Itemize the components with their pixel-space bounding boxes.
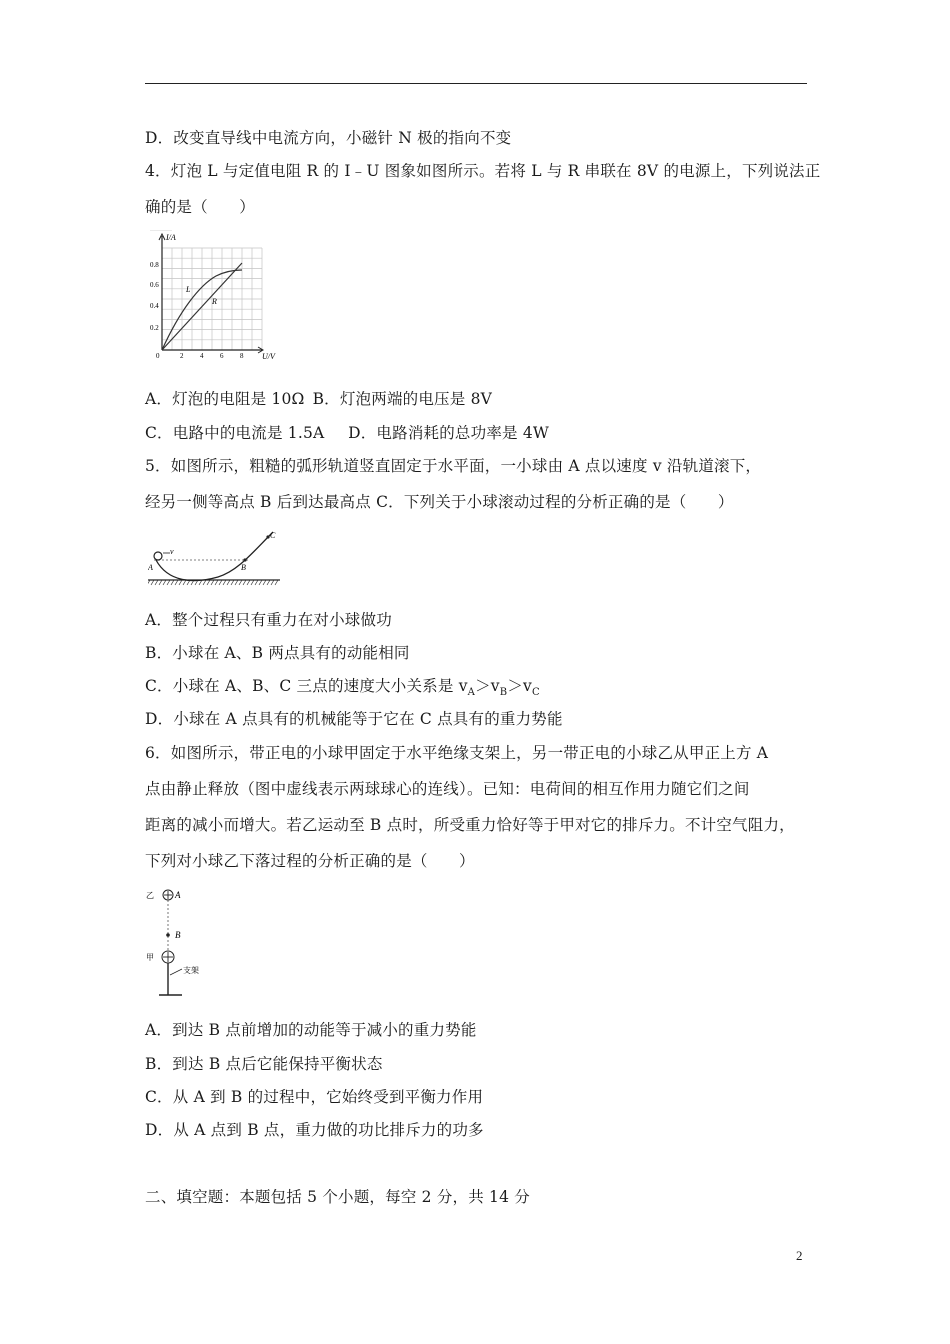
q5-option-a: A．整个过程只有重力在对小球做功 <box>145 611 392 629</box>
y-tick-0.6: 0.6 <box>150 281 159 289</box>
q4-option-a: A．灯泡的电阻是 10Ω <box>145 390 305 408</box>
q5-stem-line1: 5．如图所示，粗糙的弧形轨道竖直固定于水平面，一小球由 A 点以速度 v 沿轨道滚下， <box>145 457 762 475</box>
hatch-mark <box>275 580 278 585</box>
label-jia: 甲 <box>146 953 154 962</box>
hatch-mark <box>155 580 158 585</box>
hatch-mark <box>255 580 258 585</box>
q4-options-ab <box>145 389 492 409</box>
arc-track <box>156 532 273 581</box>
y-tick-0.4: 0.4 <box>150 302 159 310</box>
x-tick-2: 2 <box>180 352 184 360</box>
v-c: v <box>523 677 532 695</box>
q6-stem-line1: 6．如图所示，带正电的小球甲固定于水平绝缘支架上，另一带正电的小球乙从甲正上方 A <box>145 744 769 762</box>
q6-option-d: D．从 A 点到 B 点，重力做的功比排斥力的功多 <box>145 1121 484 1139</box>
hatch-mark <box>211 580 214 585</box>
hatch-mark <box>148 580 150 585</box>
hatch-mark <box>207 580 210 585</box>
header-rule <box>145 83 807 84</box>
iu-graph <box>150 230 290 366</box>
hatch-mark <box>215 580 218 585</box>
q5-option-c <box>145 676 540 703</box>
hatch-mark <box>271 580 274 585</box>
charge-figure <box>146 883 216 1003</box>
hatch-mark <box>251 580 254 585</box>
curve-l-label: L <box>186 285 191 294</box>
gt-1: ＞ <box>475 677 491 695</box>
hatch-mark <box>223 580 226 585</box>
hatch-mark <box>267 580 270 585</box>
hatch-mark <box>175 580 178 585</box>
hatch-mark <box>243 580 246 585</box>
ball <box>154 552 162 560</box>
v-b: v <box>490 677 500 695</box>
q5-option-c-prefix: C．小球在 A、B、C 三点的速度大小关系是 <box>145 677 459 695</box>
hatch-mark <box>179 580 182 585</box>
hatch-mark <box>247 580 250 585</box>
hatch-mark <box>219 580 222 585</box>
hatch-mark <box>227 580 230 585</box>
hatch-mark <box>183 580 186 585</box>
q5-option-b: B．小球在 A、B 两点具有的动能相同 <box>145 644 410 662</box>
q5-stem-line2: 经另一侧等高点 B 后到达最高点 C．下列关于小球滚动过程的分析正确的是（ ） <box>145 493 734 511</box>
label-b: B <box>241 563 246 572</box>
q6-option-b: B．到达 B 点后它能保持平衡状态 <box>145 1055 383 1073</box>
label-stand: 支架 <box>183 966 199 975</box>
track-figure <box>148 522 283 588</box>
x-tick-6: 6 <box>220 352 224 360</box>
line-r-label: R <box>212 297 217 306</box>
label-c: C <box>270 531 276 540</box>
stand-pointer <box>170 969 182 975</box>
v-a: v <box>458 677 468 695</box>
sub-a: A <box>467 687 476 699</box>
ground-hatching <box>148 580 278 585</box>
hatch-mark <box>259 580 262 585</box>
y-tick-0.8: 0.8 <box>150 261 159 269</box>
hatch-mark <box>159 580 162 585</box>
point-b-dot <box>243 558 246 561</box>
q4-stem-line2: 确的是（ ） <box>145 198 255 216</box>
q4-option-d: D．电路消耗的总功率是 4W <box>348 424 550 442</box>
sub-b: B <box>499 687 508 699</box>
point-b-dot <box>166 933 170 937</box>
page-number: 2 <box>796 1248 803 1263</box>
label-a: A <box>148 563 153 572</box>
hatch-mark <box>171 580 174 585</box>
hatch-mark <box>239 580 242 585</box>
hatch-mark <box>231 580 234 585</box>
section2-title: 二、填空题：本题包括 5 个小题，每空 2 分，共 14 分 <box>145 1188 531 1206</box>
x-tick-8: 8 <box>240 352 244 360</box>
q6-stem-line3: 距离的减小而增大。若乙运动至 B 点时，所受重力恰好等于甲对它的排斥力。不计空气阻力， <box>145 816 795 834</box>
x-axis-label: U/V <box>262 352 275 361</box>
x-tick-4: 4 <box>200 352 204 360</box>
gt-2: ＞ <box>507 677 524 695</box>
label-a: A <box>175 890 181 900</box>
q4-options-cd <box>145 423 549 443</box>
origin-label: 0 <box>156 352 160 360</box>
q3-option-d: D．改变直导线中电流方向，小磁针 N 极的指向不变 <box>145 129 512 147</box>
label-b: B <box>175 930 181 940</box>
q6-stem-line2: 点由静止释放（图中虚线表示两球球心的连线）。已知：电荷间的相互作用力随它们之间 <box>145 780 750 798</box>
label-yi: 乙 <box>146 891 154 900</box>
q4-option-c: C．电路中的电流是 1.5A <box>145 424 325 442</box>
y-tick-0.2: 0.2 <box>150 324 159 332</box>
q6-option-c: C．从 A 到 B 的过程中，它始终受到平衡力作用 <box>145 1088 484 1106</box>
hatch-mark <box>263 580 266 585</box>
label-v: v <box>170 547 174 556</box>
hatch-mark <box>151 580 154 585</box>
y-axis-label: I/A <box>166 233 176 242</box>
q4-stem-line1: 4．灯泡 L 与定值电阻 R 的 I﹣U 图象如图所示。若将 L 与 R 串联在 8V 的电源上，下列说法正 <box>145 162 821 180</box>
sub-c: C <box>531 687 540 699</box>
hatch-mark <box>163 580 166 585</box>
hatch-mark <box>203 580 206 585</box>
hatch-mark <box>235 580 238 585</box>
hatch-mark <box>167 580 170 585</box>
q5-option-d: D．小球在 A 点具有的机械能等于它在 C 点具有的重力势能 <box>145 710 563 728</box>
q4-option-b: B．灯泡两端的电压是 8V <box>312 390 493 408</box>
q6-option-a: A．到达 B 点前增加的动能等于减小的重力势能 <box>145 1021 477 1039</box>
q6-stem-line4: 下列对小球乙下落过程的分析正确的是（ ） <box>145 852 475 870</box>
